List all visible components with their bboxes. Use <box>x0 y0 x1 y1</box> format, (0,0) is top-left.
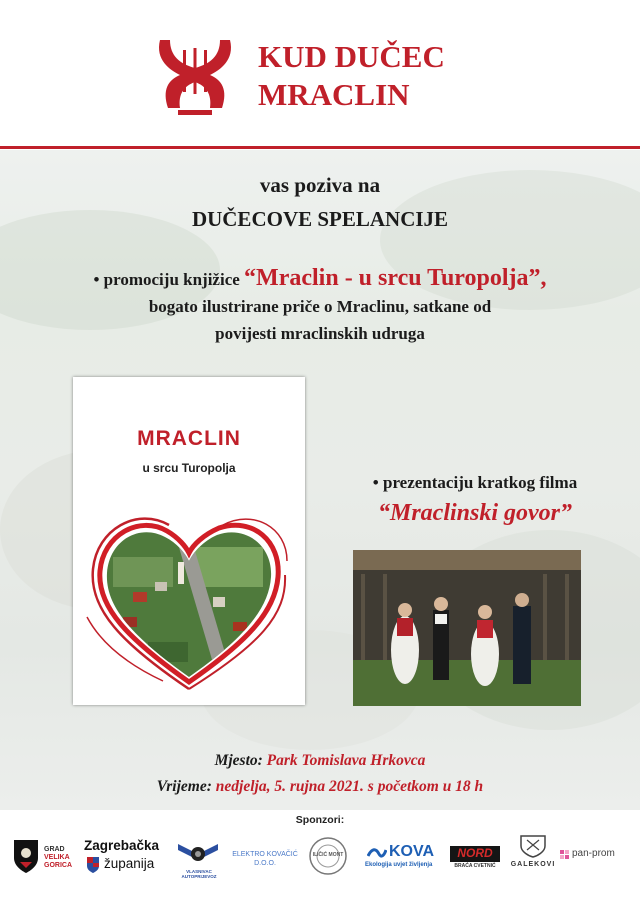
elektro-line-2: D.O.O. <box>254 860 276 867</box>
book-promotion-line-3: povijesti mraclinskih udruga <box>215 324 425 343</box>
sponsor-nord <box>450 832 500 880</box>
heart-village-illustration <box>73 377 305 705</box>
brand-line-2: MRACLIN <box>258 77 410 112</box>
book-promotion-prefix: • promociju knjižice <box>93 270 245 289</box>
film-presentation-text <box>320 468 630 528</box>
sponsor-vlasnivac <box>172 832 226 880</box>
zagreb-line-2: županija <box>104 856 155 871</box>
wing-emblem-icon <box>176 838 220 868</box>
pan-prom-label: pan-prom <box>572 848 615 859</box>
place-label: Mjesto: <box>214 752 263 769</box>
sponsors-title: Sponzori: <box>295 814 345 826</box>
shield-icon <box>12 838 40 874</box>
event-details <box>0 748 640 800</box>
book-promotion-text <box>20 265 620 347</box>
county-crest-icon <box>86 856 100 874</box>
intro-line-2: DUČECOVE SPELANCIJE <box>191 207 449 231</box>
book-promotion-line-2: bogato ilustrirane priče o Mraclinu, satkane od <box>148 297 492 316</box>
book-cover <box>73 377 305 705</box>
brand-title <box>258 38 445 114</box>
kova-wave-icon <box>367 846 387 860</box>
kova-label: KOVA <box>389 843 435 860</box>
time-label: Vrijeme: <box>156 778 212 795</box>
place-value: Park Tomislava Hrkovca <box>266 752 426 769</box>
vlasnik-label: VLASNIVAC AUTOPRIJEVOZ <box>181 869 217 879</box>
elektro-line-1: ELEKTRO KOVAČIĆ <box>232 851 298 858</box>
pan-prom-dots-icon <box>560 850 570 860</box>
intro-line-1: vas poziva na <box>259 173 381 197</box>
folk-dancers-photo <box>353 550 581 706</box>
galekovi-label: GALEKOVI <box>510 861 556 868</box>
zagreb-line-1: Zagrebačka <box>84 838 160 853</box>
nord-label: NORD <box>457 846 493 860</box>
book-promotion-title: “Mraclin - u srcu Turopolja”, <box>244 265 547 291</box>
sponsor-grad-velika-gorica <box>12 832 72 880</box>
intro <box>0 168 640 236</box>
sponsor-pan-prom <box>560 832 630 880</box>
folk-dancers-illustration <box>353 550 581 706</box>
nord-subtitle: BRAĆA CVETNIĆ <box>454 863 496 869</box>
sponsor-ilicic-mont <box>305 832 351 880</box>
film-title: “Mraclinski govor” <box>377 500 572 526</box>
sponsor-kova <box>365 832 441 880</box>
grad-line-2: VELIKA <box>44 854 70 861</box>
grad-line-1: GRAD <box>44 846 65 853</box>
grad-line-3: GORICA <box>44 862 72 869</box>
sponsor-elektro-kovacic <box>232 832 298 880</box>
header-divider <box>0 146 640 149</box>
book-cover-title: MRACLIN <box>137 427 241 450</box>
lyre-logo-icon <box>150 30 240 120</box>
brand-line-1: KUD DUČEC <box>258 39 445 74</box>
sponsor-zagrebacka-zupanija <box>84 832 168 880</box>
film-presentation-line-1: • prezentaciju kratkog filma <box>372 473 578 492</box>
time-value: nedjelja, 5. rujna 2021. s početkom u 18 h <box>215 778 484 795</box>
book-cover-subtitle: u srcu Turopolja <box>142 461 236 475</box>
kova-subtitle: Ekologija uvjet življenja <box>365 862 433 868</box>
header <box>0 0 640 145</box>
crest-icon <box>515 832 551 858</box>
ilicic-label: ILIČIĆ MONT <box>312 852 344 858</box>
sponsor-galekovi <box>508 832 558 880</box>
